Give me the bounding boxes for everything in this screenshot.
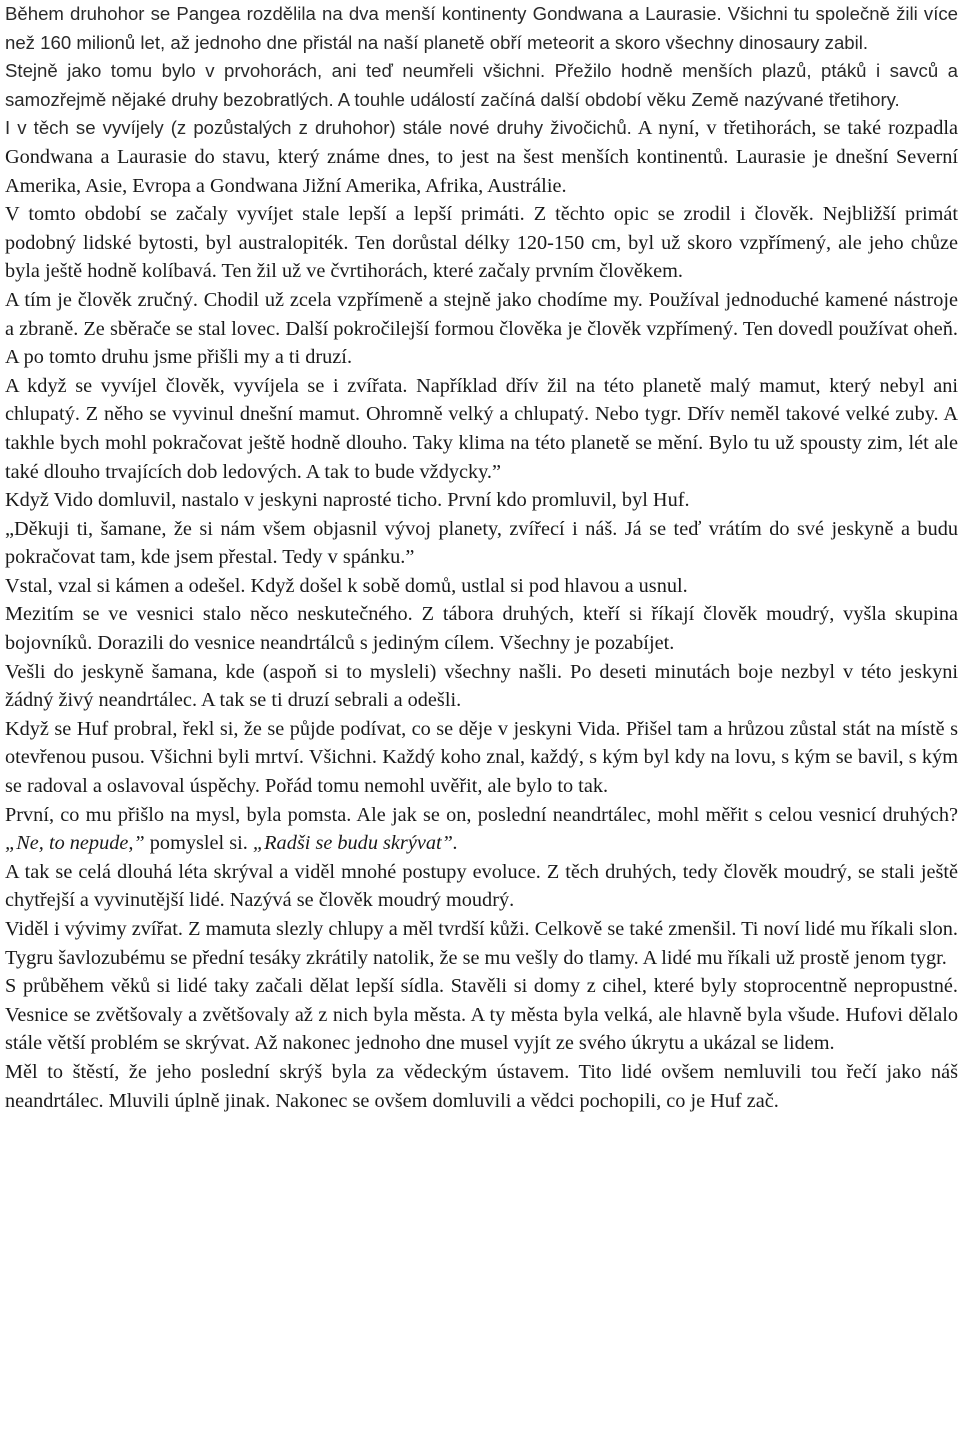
paragraph-text: Když Vido domluvil, nastalo v jeskyni naprosté ticho. První kdo promluvil, byl Huf. xyxy=(5,489,690,512)
paragraph-3 xyxy=(5,114,958,200)
paragraph-9 xyxy=(5,572,958,601)
paragraph-17 xyxy=(5,1058,958,1115)
paragraph-text: Když se Huf probral, řekl si, že se půjde podívat, co se děje v jeskyni Vida. Přišel tam a hrůzou zůstal stát na místě s otevřenou pusou. Všichni byli mrtví. Všichni. Každý koho znal, každý, s kým byl kdy na lovu, s kým se bavil, s kým se radoval a oslavoval úspěchy. Pořád tomu nemohl uvěřit, ale bylo to tak. xyxy=(5,717,958,798)
quoted-thought: „Ne, to nepude,” xyxy=(5,832,145,855)
paragraph-text: Mezitím se ve vesnici stalo něco neskutečného. Z tábora druhých, kteří si říkají člověk moudrý, vyšla skupina bojovníků. Dorazili do vesnice neandrtálců s jediným cílem. Všechny je pozabíjet. xyxy=(5,603,958,655)
paragraph-text: První, co mu přišlo na mysl, byla pomsta. Ale jak se on, poslední neandrtálec, mohl měřit s celou vesnicí druhých? xyxy=(5,803,958,826)
paragraph-text: pomyslel si. xyxy=(144,832,253,855)
paragraph-14 xyxy=(5,858,958,915)
paragraph-text: Během druhohor se Pangea rozdělila na dva menší kontinenty Gondwana a Laurasie. Všichni tu společně žili více než 160 milionů let, až jednoho dne přistál na naší planetě obří meteorit a skoro všechny dinosaury zabil. xyxy=(5,3,958,53)
paragraph-text: I v těch se vyvíjely (z pozůstalých z druhohor) stále nové druhy živočichů. xyxy=(5,117,632,139)
paragraph-text: A tak se celá dlouhá léta skrýval a viděl mnohé postupy evoluce. Z těch druhých, tedy člověk moudrý, se stali ještě chytřejší a vyvinutější lidé. Nazývá se člověk moudrý moudrý. xyxy=(5,860,958,912)
paragraph-16 xyxy=(5,972,958,1058)
paragraph-text: Stejně jako tomu bylo v prvohorách, ani teď neumřeli všichni. Přežilo hodně menších plazů, ptáků i savců a samozřejmě nějaké druhy bezobratlých. A touhle událostí začíná další období věku Země nazývané třetihory. xyxy=(5,60,958,110)
paragraph-2 xyxy=(5,57,958,114)
paragraph-text: V tomto období se začaly vyvíjet stale lepší a lepší primáti. Z těchto opic se zrodil i člověk. Nejbližší primát podobný lidské bytosti, byl australopiték. Ten dorůstal délky 120-150 cm, byl už skoro vzpřímený, ale jeho chůze byla ještě hodně kolíbavá. Ten žil už ve čvrtihorách, které začaly prvním člověkem. xyxy=(5,203,958,283)
paragraph-6 xyxy=(5,372,958,486)
paragraph-text: Vstal, vzal si kámen a odešel. Když došel k sobě domů, ustlal si pod hlavou a usnul. xyxy=(5,574,688,597)
paragraph-8 xyxy=(5,515,958,572)
paragraph-text: „Děkuji ti, šamane, že si nám všem objasnil vývoj planety, zvířecí i náš. Já se teď vrátím do své jeskyně a budu pokračovat tam, kde jsem přestal. Tedy v spánku.” xyxy=(5,517,958,569)
paragraph-4 xyxy=(5,200,958,286)
paragraph-13 xyxy=(5,801,958,858)
paragraph-text: A nyní, v třetihorách, se také rozpadla Gondwana a Laurasie do stavu, který známe dnes, to jest na šest menších kontinentů. Laurasie je dnešní Severní Amerika, Asie, Evropa a Gondwana Jižní Amerika, Afrika, Austrálie. xyxy=(5,117,958,197)
paragraph-15 xyxy=(5,915,958,972)
paragraph-1 xyxy=(5,0,958,57)
paragraph-text: Viděl i vývimy zvířat. Z mamuta slezly chlupy a měl tvrdší kůži. Celkově se také zmenšil. Ti noví lidé mu říkali slon. Tygru šavlozubému se přední tesáky zkrátily natolik, že se mu vešly do tlamy. A lidé mu říkali už prostě jenom tygr. xyxy=(5,918,958,969)
quoted-thought: „Radši se budu skrývat”. xyxy=(252,832,458,855)
paragraph-text: A když se vyvíjel člověk, vyvíjela se i zvířata. Například dřív žil na této planetě malý mamut, který nebyl ani chlupatý. Z něho se vyvinul dnešní mamut. Ohromně velký a chlupatý. Nebo tygr. Dřív neměl takové velké zuby. A takhle bych mohl pokračovat ještě hodně dlouho. Taky klima na této planetě se mění. Bylo tu už spousty zim, lét ale také dlouho trvajících dob ledových. A tak to bude vždycky.” xyxy=(5,374,958,483)
paragraph-10 xyxy=(5,600,958,657)
paragraph-text: Vešli do jeskyně šamana, kde (aspoň si to mysleli) všechny našli. Po deseti minutách boje nezbyl v této jeskyni žádný živý neandrtálec. A tak se ti druzí sebrali a odešli. xyxy=(5,660,958,712)
paragraph-12 xyxy=(5,715,958,801)
paragraph-7 xyxy=(5,486,958,515)
paragraph-11 xyxy=(5,658,958,715)
paragraph-5 xyxy=(5,286,958,372)
paragraph-text: A tím je člověk zručný. Chodil už zcela vzpřímeně a stejně jako chodíme my. Používal jednoduché kamené nástroje a zbraně. Ze sběrače se stal lovec. Další pokročilejší formou člověka je člověk vzpřímený. Ten dovedl používat oheň. A po tomto druhu jsme přišli my a ti druzí. xyxy=(5,288,958,369)
paragraph-text: Měl to štěstí, že jeho poslední skrýš byla za vědeckým ústavem. Tito lidé ovšem nemluvili tou řečí jako náš neandrtálec. Mluvili úplně jinak. Nakonec se ovšem domluvili a vědci pochopili, co je Huf zač. xyxy=(5,1060,958,1112)
paragraph-text: S průběhem věků si lidé taky začali dělat lepší sídla. Stavěli si domy z cihel, které byly stoprocentně nepropustné. Vesnice se zvětšovaly a zvětšovaly až z nich byla města. A ty města byla velká, ale hlavně byla všude. Hufovi dělalo stále větší problém se skrývat. Až nakonec jednoho dne musel vyjít ze svého úkrytu a ukázal se lidem. xyxy=(5,975,958,1055)
